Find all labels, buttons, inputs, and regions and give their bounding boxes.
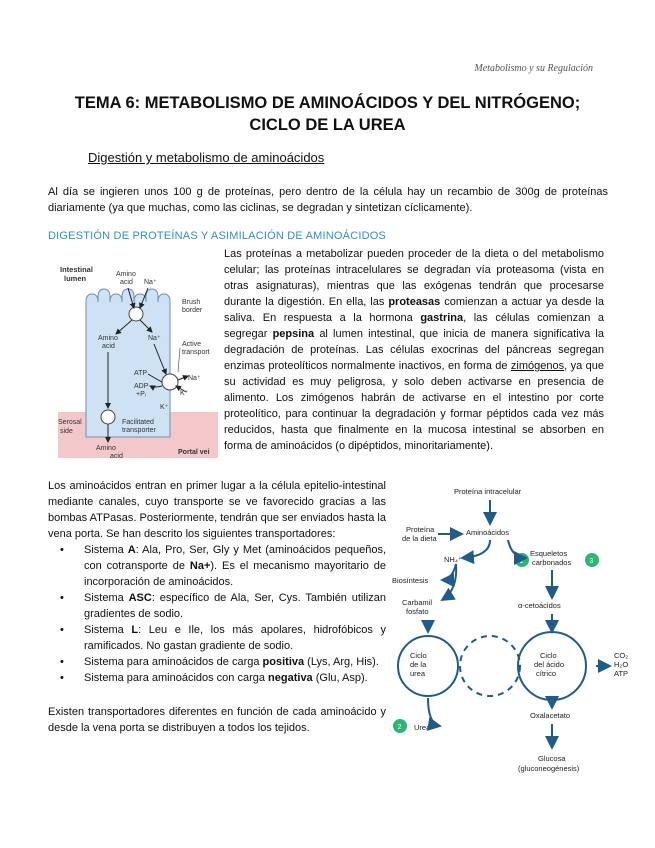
intestinal-transport-diagram — [58, 262, 218, 458]
digestion-text-2: comienzan a actuar ya desde la saliva. En respuesta a la hormona — [224, 296, 604, 324]
digestion-text-1: Las proteínas a metabolizar pueden proceder de la dieta o del metabolismo celular; las proteínas intracelulares se degradan vía proteasoma (vista en otras asignaturas), mientras que las exógenas tendrán que procesarse durante la digestión. En ella, las — [224, 248, 604, 308]
transporters-block — [48, 478, 386, 736]
running-header: Metabolismo y su Regulación — [474, 63, 593, 74]
list-item: • Sistema L: Leu e Ile, los más apolares, hidrofóbicos y ramificados. No gastan gradiente de sodio. — [84, 622, 386, 654]
label-carbonados: carbonados — [532, 558, 572, 567]
transporters-intro: Los aminoácidos entran en primer lugar a la célula epitelio-intestinal mediante canales, cuyo transporte se ve favorecido gracias a las bombas ATPasas. Posteriormente, tendrán que ser enviados hasta la vena porta. Se han descrito los siguientes transportadores: — [48, 480, 386, 540]
label-proteina-intracelular: Proteína intracelular — [454, 487, 522, 496]
label-oxalacetato: Oxalacetato — [530, 711, 571, 720]
title-line-2: CICLO DE LA UREA — [249, 116, 406, 134]
digestion-text-4: al lumen intestinal, que inicia de manera significativa la degradación de proteínas. Las células exocrinas del páncreas segregan enzimas proteolíticos normalmente inactivos, en forma de — [224, 328, 604, 372]
label-lumen: lumen — [64, 274, 87, 283]
digestion-paragraph — [224, 246, 604, 454]
aminoacid-metabolism-diagram — [392, 480, 632, 780]
label-amino-top: Amino — [116, 271, 136, 278]
epithelial-cell — [86, 289, 170, 437]
label-intestinal: Intestinal — [60, 265, 93, 274]
label-glucosa: Glucosa — [538, 754, 566, 763]
intro-paragraph: Al día se ingieren unos 100 g de proteínas, pero dentro de la célula hay un recambio de 300g de proteínas diariamente (ya que muchas, como las ciclinas, se degradan y sintetizan cíclicamente). — [48, 186, 608, 214]
label-k-right: K⁺ — [180, 390, 189, 397]
label-amino-mid: Amino — [98, 335, 118, 342]
label-proteina-de: Proteína — [406, 525, 435, 534]
svg-text:2: 2 — [397, 724, 402, 731]
label-transport: transport — [182, 349, 210, 356]
label-acid-bottom: acid — [110, 453, 123, 458]
section-heading-digestion: DIGESTIÓN DE PROTEÍNAS Y ASIMILACIÓN DE AMINOÁCIDOS — [48, 230, 387, 242]
page-title — [40, 92, 615, 136]
label-cetoacidos: α-cetoácidos — [518, 601, 561, 610]
digestion-text-5: , ya que su actividad es muy peligrosa, y solo deben activarse en presencia de alimento. Los zimógenos habrán de activarse en el intestino por corte proteolítico, para continuar la degradación y formar péptidos cada vez más reducidos, hasta que finalmente en la mucosa intestinal se absorben en forma de aminoácidos (o dipéptidos, minoritariamente). — [224, 360, 604, 452]
label-acid-top: acid — [120, 279, 133, 286]
term-zimogenos: zimógenos — [510, 360, 565, 372]
label-esqueletos: Esqueletos — [530, 549, 568, 558]
label-aminoacidos: Aminoácidos — [466, 528, 509, 537]
label-ciclo-acido-2: del ácido — [534, 660, 565, 669]
linking-cycle — [460, 636, 520, 696]
section-subtitle: Digestión y metabolismo de aminoácidos — [88, 150, 325, 165]
label-portal-vein: Portal vei — [178, 449, 210, 456]
label-nh4: NH₄⁺ — [444, 555, 462, 564]
label-transporter: transporter — [122, 427, 156, 434]
label-carbamil: Carbamil — [402, 598, 433, 607]
label-fosfato: fosfato — [406, 607, 429, 616]
label-ciclo-urea-2: de la — [410, 660, 427, 669]
label-pi: +Pᵢ — [136, 391, 146, 398]
label-biosintesis: Biosíntesis — [392, 576, 429, 585]
transporters-closing: Existen transportadores diferentes en función de cada aminoácido y desde la vena porta se distribuyen a todos los tejidos. — [48, 706, 386, 734]
svg-text:3: 3 — [589, 558, 594, 565]
label-na-right: Na⁺ — [188, 375, 201, 382]
term-pepsina: pepsina — [272, 328, 315, 340]
label-border: border — [182, 307, 203, 314]
list-item: • Sistema A: Ala, Pro, Ser, Gly y Met (aminoácidos pequeños, con cotransporte de Na+). Es el mecanismo mayoritario de incorporación de aminoácidos. — [84, 542, 386, 590]
title-line-1: TEMA 6: METABOLISMO DE AMINOÁCIDOS Y DEL NITRÓGENO; — [74, 94, 581, 112]
label-h2o: H₂O — [614, 660, 629, 669]
label-urea: Urea — [414, 723, 431, 732]
facilitated-transporter — [101, 410, 115, 424]
label-brush: Brush — [182, 299, 201, 306]
list-item: • Sistema para aminoácidos de carga positiva (Lys, Arg, His). — [84, 654, 386, 670]
list-item: • Sistema para aminoácidos con carga negativa (Glu, Asp). — [84, 670, 386, 686]
label-side: side — [60, 428, 73, 435]
intestinal-transport-figure — [58, 262, 218, 458]
urea-cycle — [398, 636, 458, 696]
label-gluconeogenesis: (gluconeogénesis) — [518, 764, 580, 773]
na-cotransporter — [129, 307, 143, 321]
label-facilitated: Facilitated — [122, 419, 154, 426]
term-proteasas: proteasas — [388, 296, 441, 308]
label-atp: ATP — [134, 370, 148, 377]
svg-text:1: 1 — [519, 558, 524, 565]
label-atp: ATP — [614, 669, 629, 678]
label-k-bottom: K⁺ — [160, 404, 169, 411]
label-adp: ADP — [134, 383, 149, 390]
label-ciclo-urea-1: Ciclo — [410, 651, 427, 660]
label-na-top: Na⁺ — [144, 279, 157, 286]
label-ciclo-urea-3: urea — [410, 669, 426, 678]
label-ciclo-acido-3: cítrico — [536, 669, 557, 678]
label-na-mid: Na⁺ — [148, 335, 161, 342]
label-ciclo-acido-1: Ciclo — [540, 651, 557, 660]
label-amino-bottom: Amino — [96, 445, 116, 452]
transporter-systems-list — [48, 542, 386, 686]
term-gastrina: gastrina — [420, 312, 464, 324]
list-item: • Sistema ASC: específico de Ala, Ser, Cys. También utilizan gradientes de sodio. — [84, 590, 386, 622]
label-active: Active — [182, 341, 202, 348]
aminoacid-metabolism-figure — [392, 480, 632, 780]
label-serosal: Serosal — [58, 419, 82, 426]
label-co2: CO₂ — [614, 651, 629, 660]
label-acid-mid: acid — [102, 343, 115, 350]
digestion-text-3: , las células comienzan a segregar — [224, 312, 604, 340]
label-de-la-dieta: de la dieta — [402, 534, 437, 543]
na-k-pump — [162, 374, 178, 390]
